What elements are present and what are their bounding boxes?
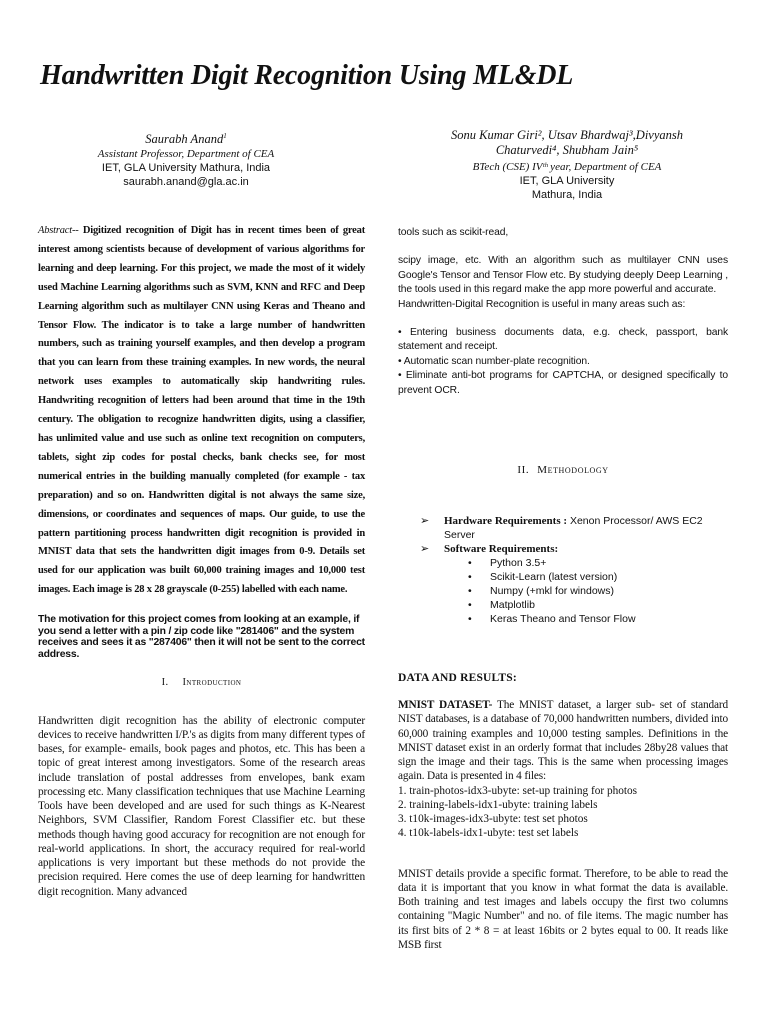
author-email: saurabh.anand@gla.ac.in: [123, 176, 249, 189]
mnist-paragraph: MNIST DATASET- The MNIST dataset, a larger sub- set of standard NIST databases, is a database of 70,000 handwritten numbers, divided into 60,000 training examples and 10,000 testing samples. Definitions in the MNIST dataset exist in an orderly format that includes 28by28 values that sign the image and their tags. This is the same when processing images again. Data is presented in 4 files:: [398, 699, 728, 783]
author-name: Saurabh Anand$^1$: [145, 132, 227, 147]
left-column: [38, 222, 365, 899]
list-item: • Entering business documents data, e.g. check, passport, bank statement and receipt.: [398, 327, 728, 353]
mnist-files-list: [398, 784, 728, 841]
author-affiliation: IET, GLA University Mathura, India: [101, 162, 271, 175]
software-list: [468, 556, 728, 626]
coauthor-names-line2: Chaturvedi⁴, Shubham Jain⁵: [495, 143, 639, 157]
list-item: 3. t10k-images-idx3-ubyte: test set photos: [398, 813, 588, 826]
section-heading-data-results: DATA AND RESULTS:: [398, 672, 517, 685]
abstract-label: Abstract--: [38, 225, 79, 236]
section-heading-introduction: I. Introduction: [161, 676, 242, 688]
list-item: • Automatic scan number-plate recognition.: [398, 355, 590, 367]
software-requirements: ➢ Software Requirements: • Python 3.5+ • Scikit-Learn (latest version) • Numpy (+mkl for windows) • Matplotlib • Keras Theano and Tensor Flow: [420, 542, 728, 626]
abstract-text: Digitized recognition of Digit has in recent times been of great interest among scientists because of development of various algorithms for learning and deep learning. For this project, we made the most of it widely used Machine Learning algorithms such as SVM, KNN and RFC and Deep Learning algorithm such as multilayer CNN using Keras and Theano and Tensor Flow. The indicator is to take a large number of handwritten numbers, such as training yourself examples, and then develop a program that you can learn from these training examples. In new words, the neural network uses examples to automatically skip handwriting rules. Handwriting recognition of letters had been around that time in the 19th century. The obligation to recognize handwritten digits, using a classifier, has unlimited value and use such as online text recognition on computers, tablets, sight zip codes for postal checks, bank checks see, for most numerical entries in the building manually completed (for example - tax preparation) and so on. Handwritten digital is not always the same size, dimensions, or coordinates and sequences of maps. Our guide, to use the pattern partitioning process handwritten digit recognition is provided in MNIST data that sets the handwritten digit images from 0-9. Details set used for our application was built 60,000 training images and 10,000 test images. Each image is 28 x 28 grayscale (0-255) labelled with each name.: [38, 225, 365, 596]
requirements-list: [420, 514, 728, 626]
author-role: Assistant Professor, Department of CEA: [97, 148, 275, 161]
usefulness-paragraph: Handwritten-Digital Recognition is useful in many areas such as:: [398, 298, 686, 310]
motivation-paragraph: The motivation for this project comes from looking at an example, if you send a letter with a pin / zip code like "281406" and the system receives and sees it as "287406" then it will not be sent to the correct address.: [38, 614, 365, 660]
arrow-bullet-icon: ➢: [420, 543, 430, 556]
list-item: 4. t10k-labels-idx1-ubyte: test set labels: [398, 827, 579, 840]
scipy-paragraph: scipy image, etc. With an algorithm such as multilayer CNN uses Google's Tensor and Tensor Flow etc. By studying deeply Deep Learning , the tools used in this regard make the app more powerful and accurate.: [398, 255, 728, 296]
author-block-left: [56, 128, 316, 189]
uses-list: [398, 326, 728, 398]
section-heading-methodology: II. Methodology: [517, 464, 609, 477]
list-item: • Scikit-Learn (latest version): [468, 570, 728, 584]
arrow-bullet-icon: ➢: [420, 515, 430, 528]
list-item: • Keras Theano and Tensor Flow: [468, 612, 728, 626]
list-item: 2. training-labels-idx1-ubyte: training labels: [398, 798, 598, 811]
list-item: • Eliminate anti-bot programs for CAPTCHA, or designed specifically to prevent OCR.: [398, 370, 728, 396]
tools-line: tools such as scikit-read,: [398, 227, 509, 238]
hardware-requirements: ➢ Hardware Requirements : Xenon Processor/ AWS EC2 Server: [420, 515, 703, 542]
coauthor-role: BTech (CSE) IVᵗʰ year, Department of CEA: [472, 161, 662, 173]
list-item: • Matplotlib: [468, 598, 728, 612]
mnist-details-paragraph: MNIST details provide a specific format. Therefore, to be able to read the data it is important that you know in what format the data is available. Both training and test images and labels occupy the first two columns containing "Magic Number" and no. of file items. The magic number has its first bits of 2 * 8 = at least 16bits or 2 bytes equal to 00. It reads like MSB first: [398, 867, 728, 951]
author-block-right: [402, 128, 732, 202]
list-item: 1. train-photos-idx3-ubyte: set-up training for photos: [398, 784, 638, 797]
paper-title: Handwritten Digit Recognition Using ML&DL: [40, 60, 574, 91]
introduction-paragraph: Handwritten digit recognition has the ability of electronic computer devices to receive handwritten I/P.'s as digits from many different types of bases, for example- emails, book pages and photos, etc. This has been a topic of great interest among investigators. Some of the research areas include translation of postal addresses from envelopes, bank exam processing etc. Many classification techniques that use Machine Learning Tools have been developed and are used for such things as K-Nearest Neighbors, SVM Classifier, Random Forest Classifier etc. but these methods though having good accuracy for recognition are not enough for real-world applications. In short, the accuracy required for real-world applications is very important but these methods do not provide the precision required. Here comes the use of deep learning for handwritten digit recognition. Many advanced: [38, 714, 365, 898]
coauthor-names-line1: Sonu Kumar Giri², Utsav Bhardwaj³,Divyansh: [450, 128, 684, 142]
list-item: • Python 3.5+: [468, 556, 728, 570]
abstract: [38, 222, 365, 600]
coauthor-location: Mathura, India: [531, 189, 603, 201]
right-column: [398, 222, 728, 952]
list-item: • Numpy (+mkl for windows): [468, 584, 728, 598]
coauthor-affiliation: IET, GLA University: [519, 175, 615, 187]
